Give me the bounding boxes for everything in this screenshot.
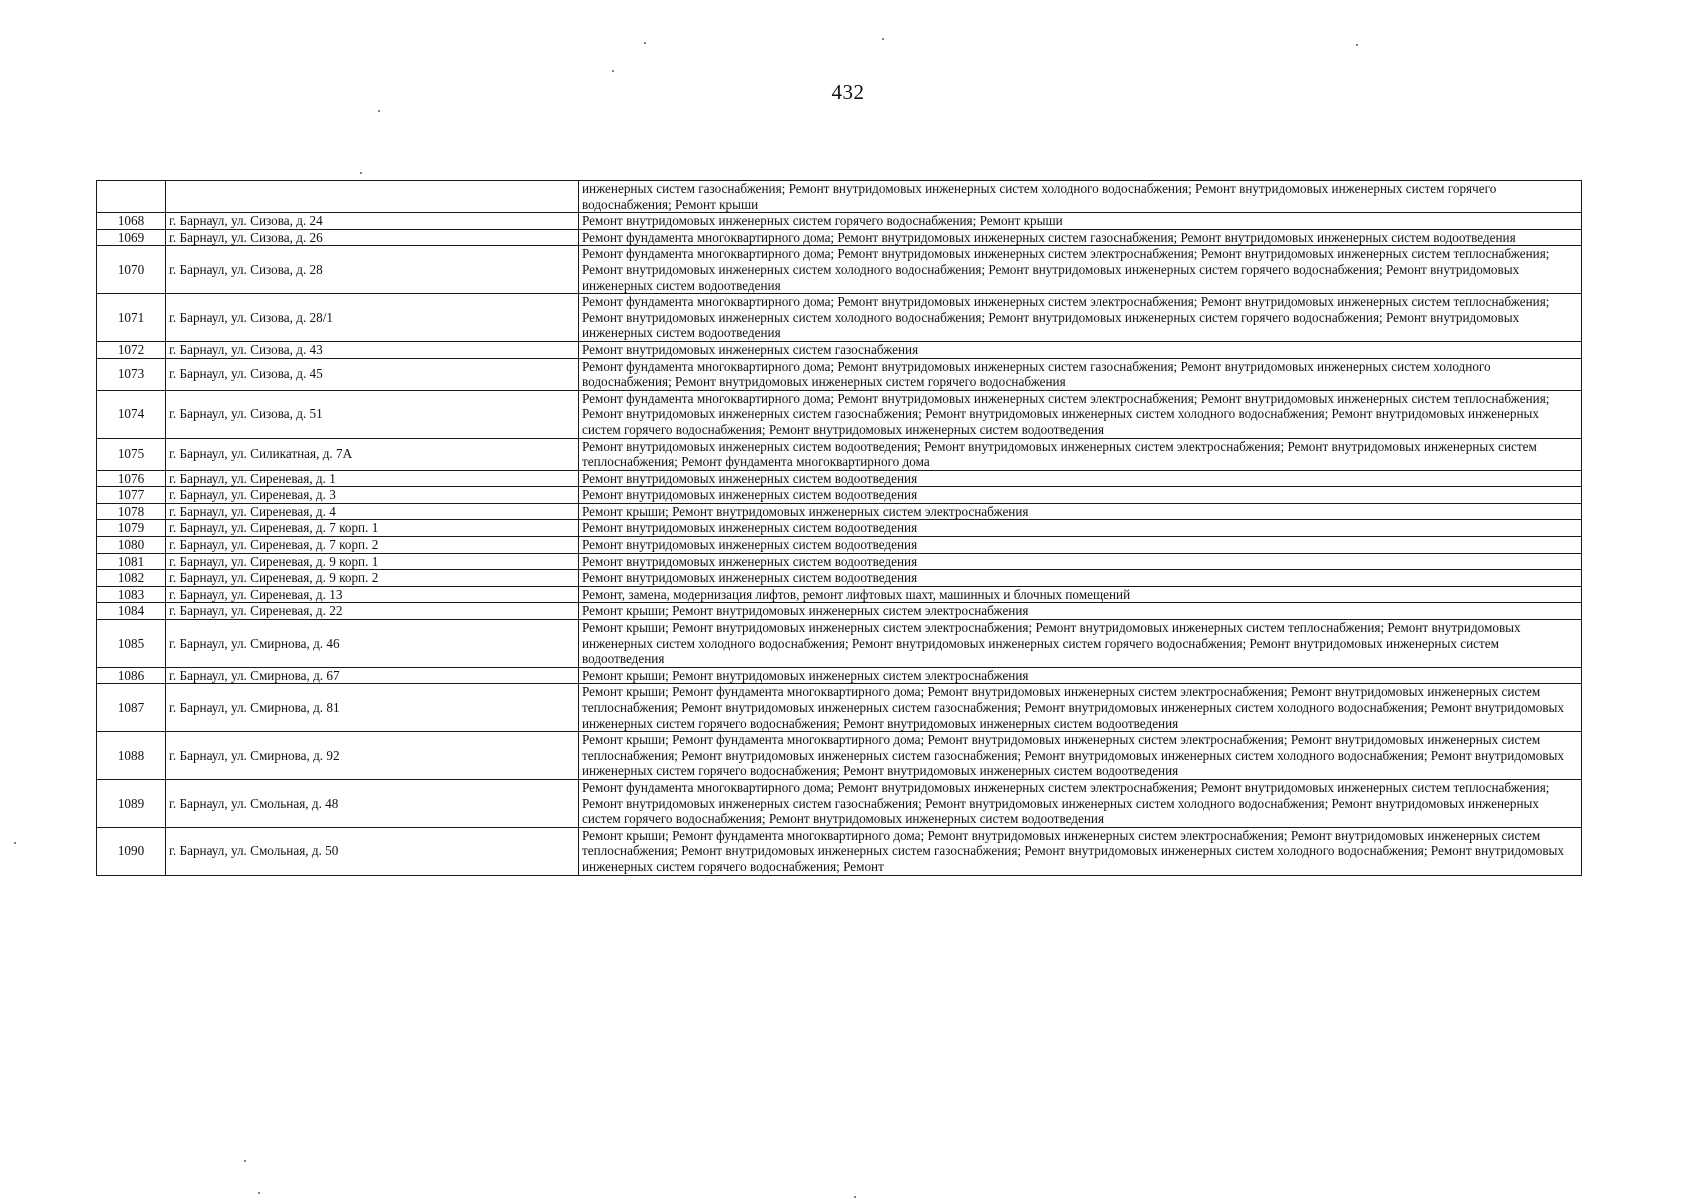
repair-works-cell: Ремонт, замена, модернизация лифтов, ремонт лифтовых шахт, машинных и блочных помещений <box>579 586 1582 603</box>
scan-speck <box>854 1196 856 1198</box>
row-number-cell: 1087 <box>97 684 166 732</box>
address-cell: г. Барнаул, ул. Сиреневая, д. 9 корп. 1 <box>166 553 579 570</box>
table-row <box>97 181 1582 213</box>
address-cell: г. Барнаул, ул. Сиреневая, д. 22 <box>166 603 579 620</box>
repair-works-cell: Ремонт фундамента многоквартирного дома; Ремонт внутридомовых инженерных систем газоснабжения; Ремонт внутридомовых инженерных систем водоотведения <box>579 229 1582 246</box>
address-cell: г. Барнаул, ул. Сизова, д. 24 <box>166 213 579 230</box>
row-number-cell: 1069 <box>97 229 166 246</box>
table-row <box>97 732 1582 780</box>
table-row <box>97 779 1582 827</box>
repair-works-cell: Ремонт крыши; Ремонт внутридомовых инженерных систем электроснабжения <box>579 603 1582 620</box>
row-number-cell: 1077 <box>97 487 166 504</box>
row-number-cell: 1089 <box>97 779 166 827</box>
repair-works-cell: Ремонт фундамента многоквартирного дома; Ремонт внутридомовых инженерных систем электроснабжения; Ремонт внутридомовых инженерных систем теплоснабжения; Ремонт внутридомовых инженерных систем холодного водоснабжения; Ремонт внутридомовых инженерных систем горячего водоснабжения; Ремонт внутридомовых инженерных систем водоотведения <box>579 294 1582 342</box>
row-number-cell: 1085 <box>97 620 166 668</box>
address-cell: г. Барнаул, ул. Сизова, д. 43 <box>166 341 579 358</box>
repair-works-cell: Ремонт крыши; Ремонт фундамента многоквартирного дома; Ремонт внутридомовых инженерных систем электроснабжения; Ремонт внутридомовых инженерных систем теплоснабжения; Ремонт внутридомовых инженерных систем газоснабжения; Ремонт внутридомовых инженерных систем холодного водоснабжения; Ремонт внутридомовых инженерных систем горячего водоснабжения; Ремонт внутридомовых инженерных систем водоотведения <box>579 732 1582 780</box>
page-number: 432 <box>831 80 865 104</box>
table-row <box>97 537 1582 554</box>
table-row <box>97 570 1582 587</box>
repair-works-cell: Ремонт внутридомовых инженерных систем горячего водоснабжения; Ремонт крыши <box>579 213 1582 230</box>
repair-works-cell: Ремонт фундамента многоквартирного дома; Ремонт внутридомовых инженерных систем электроснабжения; Ремонт внутридомовых инженерных систем теплоснабжения; Ремонт внутридомовых инженерных систем холодного водоснабжения; Ремонт внутридомовых инженерных систем горячего водоснабжения; Ремонт внутридомовых инженерных систем водоотведения <box>579 246 1582 294</box>
address-cell: г. Барнаул, ул. Сизова, д. 45 <box>166 358 579 390</box>
scan-speck <box>644 42 646 44</box>
row-number-cell: 1081 <box>97 553 166 570</box>
repair-works-cell: Ремонт крыши; Ремонт фундамента многоквартирного дома; Ремонт внутридомовых инженерных систем электроснабжения; Ремонт внутридомовых инженерных систем теплоснабжения; Ремонт внутридомовых инженерных систем газоснабжения; Ремонт внутридомовых инженерных систем холодного водоснабжения; Ремонт внутридомовых инженерных систем горячего водоснабжения; Ремонт <box>579 827 1582 875</box>
address-cell: г. Барнаул, ул. Сизова, д. 26 <box>166 229 579 246</box>
scan-speck <box>258 1192 260 1194</box>
repair-works-cell: Ремонт фундамента многоквартирного дома; Ремонт внутридомовых инженерных систем электроснабжения; Ремонт внутридомовых инженерных систем теплоснабжения; Ремонт внутридомовых инженерных систем газоснабжения; Ремонт внутридомовых инженерных систем холодного водоснабжения; Ремонт внутридомовых инженерных систем горячего водоснабжения; Ремонт внутридомовых инженерных систем водоотведения <box>579 779 1582 827</box>
row-number-cell <box>97 181 166 213</box>
address-cell: г. Барнаул, ул. Смирнова, д. 67 <box>166 667 579 684</box>
repair-registry-table <box>96 180 1582 876</box>
table-row <box>97 667 1582 684</box>
scan-speck <box>14 842 16 844</box>
row-number-cell: 1079 <box>97 520 166 537</box>
repair-works-cell: Ремонт внутридомовых инженерных систем водоотведения <box>579 570 1582 587</box>
row-number-cell: 1078 <box>97 503 166 520</box>
row-number-cell: 1086 <box>97 667 166 684</box>
table-row <box>97 603 1582 620</box>
address-cell <box>166 181 579 213</box>
address-cell: г. Барнаул, ул. Смирнова, д. 46 <box>166 620 579 668</box>
scan-speck <box>1356 44 1358 46</box>
table-row <box>97 487 1582 504</box>
row-number-cell: 1083 <box>97 586 166 603</box>
table-row <box>97 358 1582 390</box>
repair-works-cell: инженерных систем газоснабжения; Ремонт внутридомовых инженерных систем холодного водоснабжения; Ремонт внутридомовых инженерных систем горячего водоснабжения; Ремонт крыши <box>579 181 1582 213</box>
row-number-cell: 1071 <box>97 294 166 342</box>
address-cell: г. Барнаул, ул. Сизова, д. 28/1 <box>166 294 579 342</box>
row-number-cell: 1073 <box>97 358 166 390</box>
table-row <box>97 390 1582 438</box>
address-cell: г. Барнаул, ул. Сиреневая, д. 9 корп. 2 <box>166 570 579 587</box>
address-cell: г. Барнаул, ул. Сиреневая, д. 3 <box>166 487 579 504</box>
table-row <box>97 246 1582 294</box>
row-number-cell: 1068 <box>97 213 166 230</box>
row-number-cell: 1088 <box>97 732 166 780</box>
table-row <box>97 553 1582 570</box>
address-cell: г. Барнаул, ул. Сиреневая, д. 1 <box>166 470 579 487</box>
table-row <box>97 827 1582 875</box>
row-number-cell: 1074 <box>97 390 166 438</box>
address-cell: г. Барнаул, ул. Сизова, д. 28 <box>166 246 579 294</box>
row-number-cell: 1080 <box>97 537 166 554</box>
repair-works-cell: Ремонт внутридомовых инженерных систем газоснабжения <box>579 341 1582 358</box>
scan-speck <box>360 172 362 174</box>
repair-works-cell: Ремонт внутридомовых инженерных систем водоотведения <box>579 537 1582 554</box>
address-cell: г. Барнаул, ул. Смольная, д. 50 <box>166 827 579 875</box>
table-row <box>97 520 1582 537</box>
row-number-cell: 1076 <box>97 470 166 487</box>
scan-speck <box>244 1160 246 1162</box>
table-row <box>97 470 1582 487</box>
scan-speck <box>378 110 380 112</box>
address-cell: г. Барнаул, ул. Смирнова, д. 92 <box>166 732 579 780</box>
repair-works-cell: Ремонт внутридомовых инженерных систем водоотведения; Ремонт внутридомовых инженерных систем электроснабжения; Ремонт внутридомовых инженерных систем теплоснабжения; Ремонт фундамента многоквартирного дома <box>579 438 1582 470</box>
address-cell: г. Барнаул, ул. Смольная, д. 48 <box>166 779 579 827</box>
address-cell: г. Барнаул, ул. Сизова, д. 51 <box>166 390 579 438</box>
row-number-cell: 1070 <box>97 246 166 294</box>
repair-works-cell: Ремонт внутридомовых инженерных систем водоотведения <box>579 470 1582 487</box>
row-number-cell: 1072 <box>97 341 166 358</box>
table-row <box>97 438 1582 470</box>
table-row <box>97 294 1582 342</box>
repair-works-cell: Ремонт внутридомовых инженерных систем водоотведения <box>579 487 1582 504</box>
address-cell: г. Барнаул, ул. Сиреневая, д. 13 <box>166 586 579 603</box>
table-row <box>97 213 1582 230</box>
repair-works-cell: Ремонт фундамента многоквартирного дома; Ремонт внутридомовых инженерных систем электроснабжения; Ремонт внутридомовых инженерных систем теплоснабжения; Ремонт внутридомовых инженерных систем газоснабжения; Ремонт внутридомовых инженерных систем холодного водоснабжения; Ремонт внутридомовых инженерных систем горячего водоснабжения; Ремонт внутридомовых инженерных систем водоотведения <box>579 390 1582 438</box>
repair-works-cell: Ремонт крыши; Ремонт фундамента многоквартирного дома; Ремонт внутридомовых инженерных систем электроснабжения; Ремонт внутридомовых инженерных систем теплоснабжения; Ремонт внутридомовых инженерных систем газоснабжения; Ремонт внутридомовых инженерных систем холодного водоснабжения; Ремонт внутридомовых инженерных систем горячего водоснабжения; Ремонт внутридомовых инженерных систем водоотведения <box>579 684 1582 732</box>
table-row <box>97 586 1582 603</box>
repair-works-cell: Ремонт фундамента многоквартирного дома; Ремонт внутридомовых инженерных систем газоснабжения; Ремонт внутридомовых инженерных систем холодного водоснабжения; Ремонт внутридомовых инженерных систем горячего водоснабжения <box>579 358 1582 390</box>
repair-works-cell: Ремонт крыши; Ремонт внутридомовых инженерных систем электроснабжения; Ремонт внутридомовых инженерных систем теплоснабжения; Ремонт внутридомовых инженерных систем холодного водоснабжения; Ремонт внутридомовых инженерных систем горячего водоснабжения; Ремонт внутридомовых инженерных систем водоотведения <box>579 620 1582 668</box>
scan-speck <box>612 70 614 72</box>
row-number-cell: 1084 <box>97 603 166 620</box>
repair-works-cell: Ремонт внутридомовых инженерных систем водоотведения <box>579 520 1582 537</box>
address-cell: г. Барнаул, ул. Сиреневая, д. 7 корп. 1 <box>166 520 579 537</box>
repair-works-cell: Ремонт крыши; Ремонт внутридомовых инженерных систем электроснабжения <box>579 503 1582 520</box>
repair-works-cell: Ремонт крыши; Ремонт внутридомовых инженерных систем электроснабжения <box>579 667 1582 684</box>
address-cell: г. Барнаул, ул. Силикатная, д. 7А <box>166 438 579 470</box>
address-cell: г. Барнаул, ул. Сиреневая, д. 7 корп. 2 <box>166 537 579 554</box>
address-cell: г. Барнаул, ул. Сиреневая, д. 4 <box>166 503 579 520</box>
repair-works-cell: Ремонт внутридомовых инженерных систем водоотведения <box>579 553 1582 570</box>
row-number-cell: 1082 <box>97 570 166 587</box>
table-row <box>97 341 1582 358</box>
table-row <box>97 229 1582 246</box>
table-row <box>97 684 1582 732</box>
address-cell: г. Барнаул, ул. Смирнова, д. 81 <box>166 684 579 732</box>
row-number-cell: 1075 <box>97 438 166 470</box>
table-row <box>97 620 1582 668</box>
registry-table-body <box>97 181 1582 876</box>
row-number-cell: 1090 <box>97 827 166 875</box>
table-row <box>97 503 1582 520</box>
scan-speck <box>882 38 884 40</box>
